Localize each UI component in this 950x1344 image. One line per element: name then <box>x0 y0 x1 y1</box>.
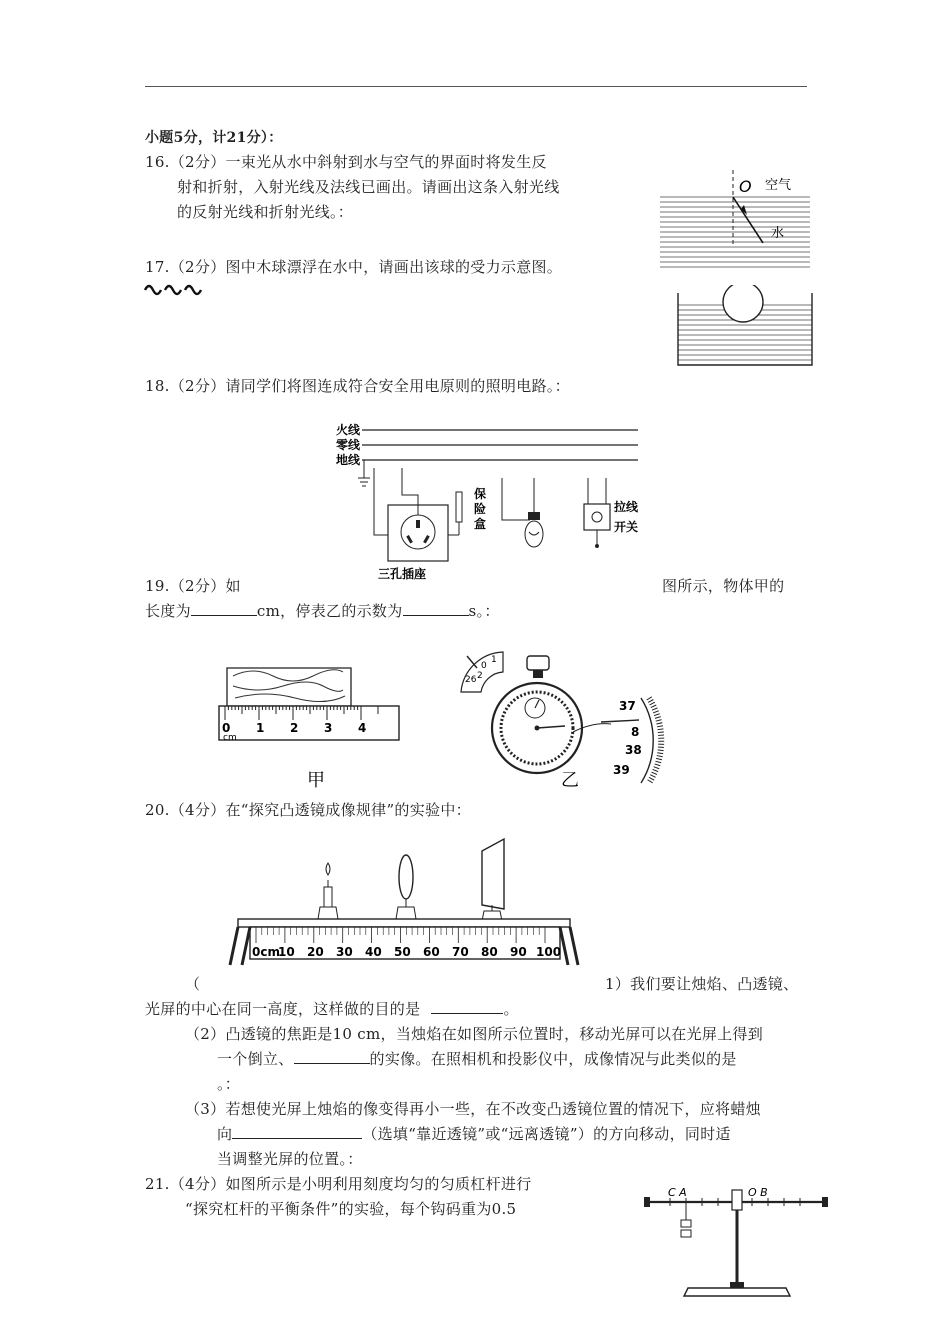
q20-p3-line2b: （选填“靠近透镜”或“远离透镜”）的方向移动，同时适 <box>362 1125 731 1143</box>
q16-line1: 16.（2分）一束光从水中斜射到水与空气的界面时将发生反 <box>145 153 547 171</box>
q20-p1-line2a: 光屏的中心在同一高度，这样做的目的是 <box>145 1000 421 1018</box>
q20-p1-line2b: 。 <box>503 1000 519 1018</box>
pivot <box>732 1190 742 1210</box>
convex-lens <box>399 855 413 899</box>
figure-label-jia: 甲 <box>307 770 325 791</box>
ruler-figure <box>215 648 410 793</box>
q21-line2: “探究杠杆的平衡条件”的实验，每个钩码重为0.5 <box>185 1200 517 1218</box>
hook-weight <box>681 1220 691 1227</box>
q20-p2-line3: 。： <box>217 1075 241 1093</box>
candle-flame <box>326 863 330 875</box>
q20-line1: 20.（4分）在“探究凸透镜成像规律”的实验中： <box>145 801 471 819</box>
q16-line3: 的反射光线和折射光线。： <box>177 203 354 221</box>
ground-wire-label: 地线 <box>336 453 361 467</box>
candle <box>324 887 332 907</box>
ruler-unit-label: cm <box>223 733 237 743</box>
q17-line1: 17.（2分）图中木球漂浮在水中，请画出该球的受力示意图。 <box>145 258 563 276</box>
big-dial-zoom <box>641 698 653 783</box>
small-dial-2: 2 <box>477 671 483 681</box>
stand-base <box>684 1288 790 1296</box>
ruler-tick-0: 0 <box>222 721 231 735</box>
ruler-tick-3: 3 <box>324 721 333 735</box>
bench-tick-0: 0cm <box>252 945 280 959</box>
light-screen <box>482 839 504 909</box>
q20-p3-line2a: 向 <box>217 1125 233 1143</box>
big-dial-37: 37 <box>619 699 636 713</box>
q16-line2: 射和折射，入射光线及法线已画出。请画出这条入射光线 <box>177 178 560 196</box>
lever-labels-left: C A <box>668 1186 687 1199</box>
q20-p1-rest: 1）我们要让烛焰、凸透镜、 <box>605 975 799 993</box>
image-type-answer-blank[interactable] <box>294 1047 370 1064</box>
small-dial-1: 1 <box>491 655 497 665</box>
decorative-mark-icon <box>143 282 205 296</box>
live-wire-label: 火线 <box>336 423 361 437</box>
big-dial-38: 38 <box>625 743 642 757</box>
q19-line1-left: 19.（2分）如 <box>145 577 241 595</box>
lamp <box>502 478 543 547</box>
three-hole-socket <box>374 468 448 581</box>
bench-tick-60: 60 <box>423 945 440 959</box>
q21-line1: 21.（4分）如图所示是小明利用刻度均匀的匀质杠杆进行 <box>145 1175 532 1193</box>
q20-p3-line3: 当调整光屏的位置。： <box>217 1150 363 1168</box>
time-answer-blank[interactable] <box>403 599 469 616</box>
refraction-figure <box>655 165 815 275</box>
fuse-box <box>448 486 486 535</box>
q20-p1-open: （ <box>185 975 201 993</box>
q20-p3-line1: （3）若想使光屏上烛焰的像变得再小一些，在不改变凸透镜位置的情况下，应将蜡烛 <box>185 1100 761 1118</box>
figure-label-yi: 乙 <box>561 770 579 791</box>
stopwatch-crown <box>527 656 549 670</box>
floating-ball-figure <box>670 285 820 370</box>
optical-bench-figure <box>220 835 590 970</box>
bench-tick-80: 80 <box>481 945 498 959</box>
water-label: 水 <box>771 226 785 241</box>
incident-ray <box>733 197 763 243</box>
bench-tick-90: 90 <box>510 945 527 959</box>
q19-text-c: s。： <box>468 602 500 620</box>
lever-figure <box>640 1180 835 1305</box>
q18-line1: 18.（2分）请同学们将图连成符合安全用电原则的照明电路。： <box>145 377 570 395</box>
q19-line1-right: 图所示，物体甲的 <box>662 577 785 595</box>
bench-tick-50: 50 <box>394 945 411 959</box>
bench-tick-70: 70 <box>452 945 469 959</box>
small-dial-0: 0 <box>481 661 487 671</box>
socket-label: 三孔插座 <box>378 567 427 581</box>
bench-tick-10: 10 <box>278 945 295 959</box>
big-dial-39: 39 <box>613 763 630 777</box>
bench-tick-30: 30 <box>336 945 353 959</box>
q20-p2-line1: （2）凸透镜的焦距是10 cm，当烛焰在如图所示位置时，移动光屏可以在光屏上得到 <box>185 1025 764 1043</box>
purpose-answer-blank[interactable] <box>431 997 503 1014</box>
neutral-wire-label: 零线 <box>336 438 361 452</box>
bench-tick-40: 40 <box>365 945 382 959</box>
q20-p2-line2b: 的实像。在照相机和投影仪中，成像情况与此类似的是 <box>369 1050 737 1068</box>
length-answer-blank[interactable] <box>191 599 257 616</box>
circuit-figure <box>330 420 650 585</box>
direction-answer-blank[interactable] <box>232 1122 362 1139</box>
ruler-tick-4: 4 <box>358 721 367 735</box>
q19-text-b: cm，停表乙的示数为 <box>256 602 403 620</box>
ruler-tick-1: 1 <box>256 721 265 735</box>
switch-label-2: 开关 <box>614 520 639 534</box>
bench-tick-100: 100 <box>536 945 562 959</box>
hook-weight <box>681 1230 691 1237</box>
stopwatch-figure <box>455 648 670 793</box>
point-o-label: O <box>739 177 752 196</box>
switch-label-1: 拉线 <box>614 500 639 514</box>
header-rule <box>145 86 807 87</box>
fuse-label-2: 险 <box>474 502 487 516</box>
small-dial-26: 26 <box>465 675 477 685</box>
ruler <box>219 706 399 740</box>
q20-p2-line2a: 一个倒立、 <box>217 1050 294 1068</box>
section-heading: 小题5分，计21分）： <box>145 130 283 146</box>
fuse-label-1: 保 <box>474 487 487 501</box>
bench-rail <box>238 919 570 927</box>
pull-switch <box>584 478 639 548</box>
wooden-ball <box>723 285 763 322</box>
fuse-label-3: 盒 <box>474 517 487 531</box>
q19-text-a: 长度为 <box>145 602 191 620</box>
bench-tick-20: 20 <box>307 945 324 959</box>
air-label: 空气 <box>765 178 792 193</box>
big-dial-8: 8 <box>631 725 640 739</box>
lever-labels-right: O B <box>748 1186 768 1199</box>
ruler-tick-2: 2 <box>290 721 299 735</box>
